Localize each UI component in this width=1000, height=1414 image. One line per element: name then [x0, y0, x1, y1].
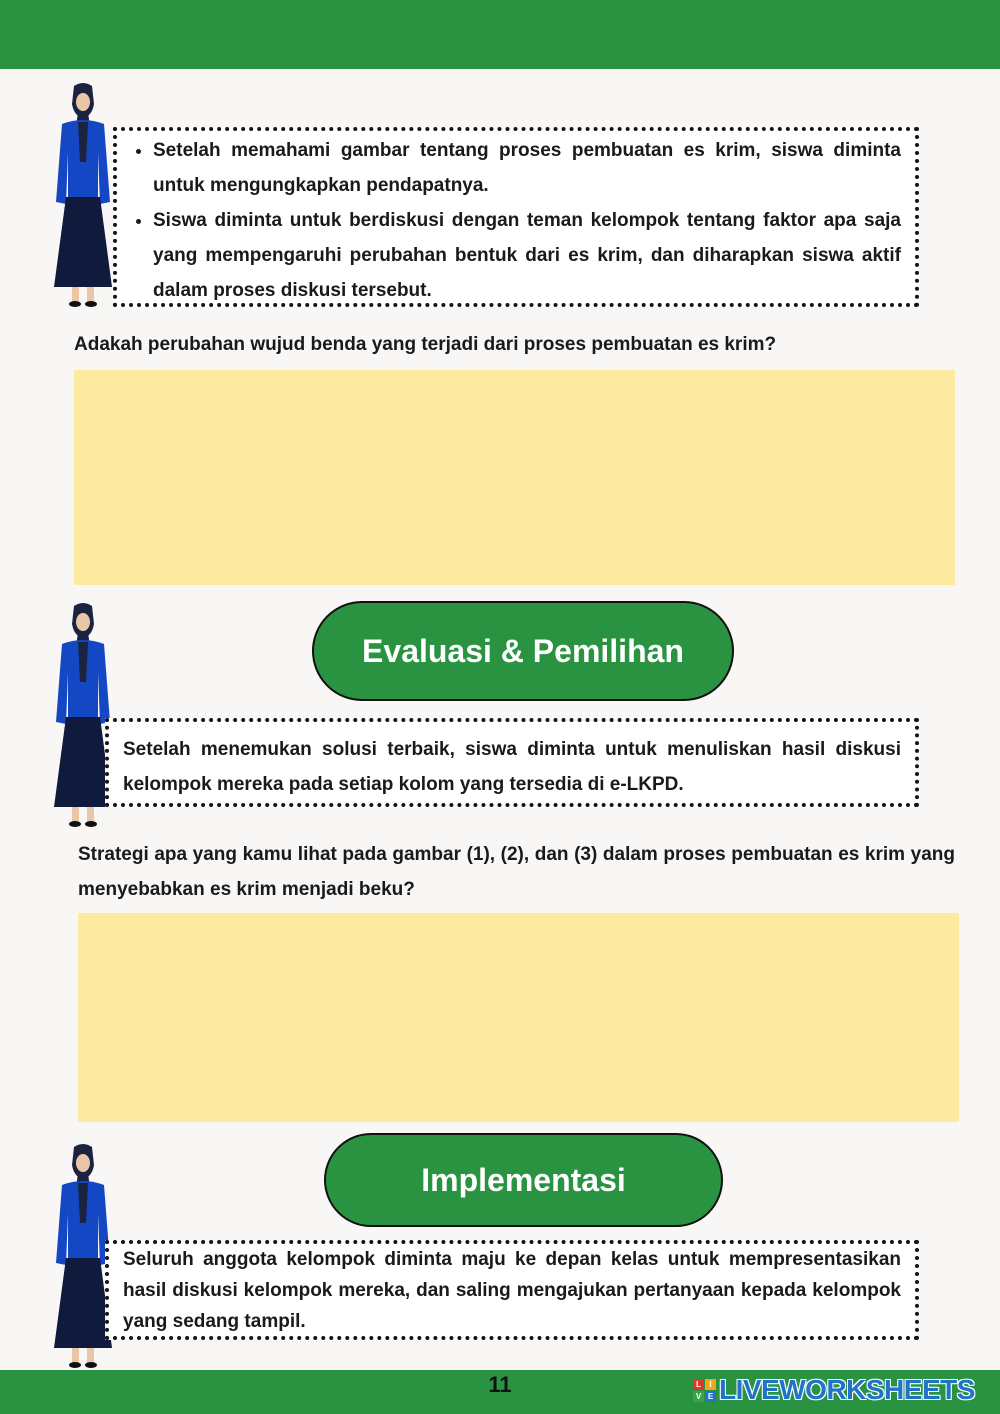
logo-letter: E — [705, 1391, 716, 1402]
brand-name: LIVEWORKSHEETS — [719, 1374, 975, 1405]
question-text: Strategi apa yang kamu lihat pada gambar (1), (2), dan (3) dalam proses pembuatan es krim yang menyebabkan es krim menjadi beku? — [78, 844, 955, 900]
logo-letter: I — [705, 1379, 716, 1390]
logo-letter: V — [693, 1391, 704, 1402]
student-figure-illustration — [48, 82, 118, 312]
section-title-implementasi: Implementasi — [324, 1133, 723, 1227]
instruction-box-evaluasi — [105, 718, 919, 807]
liveworksheets-logo-icon — [693, 1379, 716, 1402]
instruction-box-discussion — [113, 127, 919, 307]
instruction-text: Setelah menemukan solusi terbaik, siswa diminta untuk menuliskan hasil diskusi kelompok mereka pada setiap kolom yang tersedia di e-LKPD. — [123, 739, 901, 795]
liveworksheets-brand[interactable] — [693, 1374, 975, 1406]
page-number: 11 — [488, 1372, 512, 1397]
answer-input-box[interactable] — [78, 913, 959, 1122]
instruction-bullet-item: • Setelah memahami gambar tentang proses pembuatan es krim, siswa diminta untuk mengungkapkan pendapatnya. — [153, 133, 901, 203]
instruction-box-implementasi — [105, 1240, 919, 1340]
answer-input-box[interactable] — [74, 370, 955, 585]
logo-letter: L — [693, 1379, 704, 1390]
instruction-bullet-list — [125, 133, 901, 308]
question-text: Adakah perubahan wujud benda yang terjadi dari proses pembuatan es krim? — [74, 334, 777, 355]
instruction-bullet-item: • Siswa diminta untuk berdiskusi dengan teman kelompok tentang faktor apa saja yang mempengaruhi perubahan bentuk dari es krim, dan diharapkan siswa aktif dalam proses diskusi tersebut. — [153, 203, 901, 308]
top-header-bar — [0, 0, 1000, 69]
instruction-text: Seluruh anggota kelompok diminta maju ke depan kelas untuk mempresentasikan hasil diskusi kelompok mereka, dan saling mengajukan pertanyaan kepada kelompok yang sedang tampil. — [123, 1249, 901, 1332]
section-title-evaluasi: Evaluasi & Pemilihan — [312, 601, 734, 701]
